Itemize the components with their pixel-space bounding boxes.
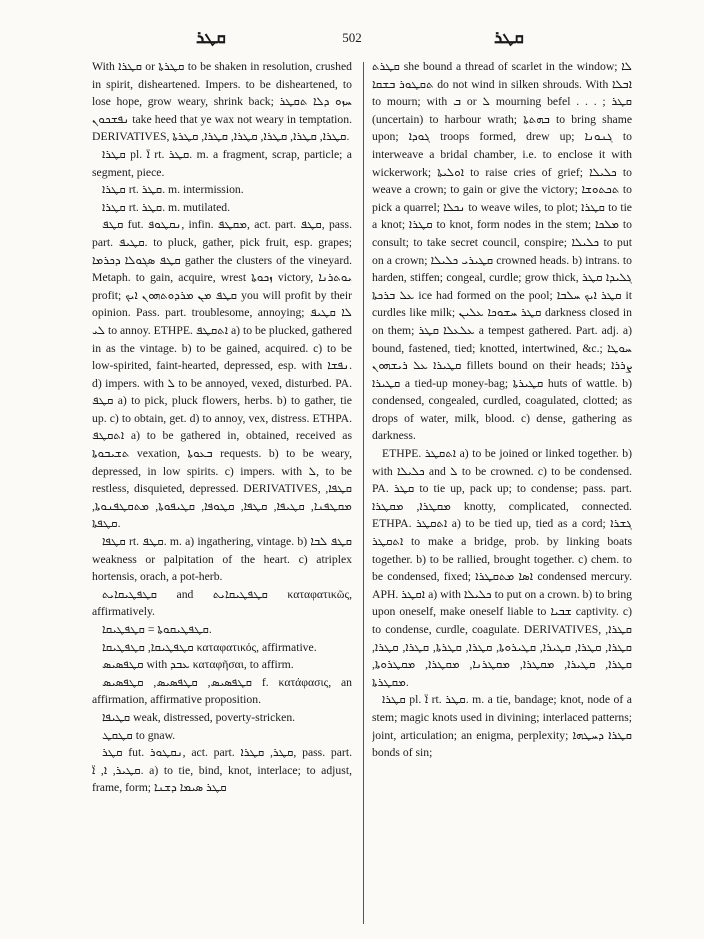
entry-to-affirm: ܩܛܦܣܝܣ with ܥܒܕ καταφῆσαι, to affirm. — [102, 658, 294, 672]
entry-affirmatively: ܩܛܦܛܝܩܐܝܬ and ܩܛܦܛܝܩܐܝܬ καταφατικῶς, affirmatively. — [92, 587, 352, 619]
running-head-right-word: ܩܛܪ — [494, 28, 524, 48]
page-number: 502 — [342, 30, 362, 45]
entry-intermission: ܩܛܪܐ rt. ܩܛܪ. m. intermission. — [102, 183, 244, 197]
entry-weak: ܩܛܝܦܐ weak, distressed, poverty-stricken. — [102, 710, 296, 724]
entry-qtr-continued: ܩܛܪܬ she bound a thread of scarlet in the window; ܠܐ ܬܩܛܘܪ ܒܫܩܐ do not wind in silken shrouds. With ܐܒܠܐ to mourn; with ܒ or ܠ mourning befel . . . ; ܩܛܪ (uncertain) to harbour wrath; ܒܗܬܬܐ to bring shame upon; ܓܘܕܐ troops formed, drew up; ܓܢܘܢܐ to interweave a bridal chamber, i.e. to enclose it with wickerwork; ܐܘܠܝܬܐ to raise cries of grief; ܟܠܝܠܐ to weave a crown; to gain or give the victory; ܬܟܬܘܫܐ to pick a quarrel; ܢܟܠܐ to weave wiles, to plot; ܩܛܪܐ to tie a knot; ܩܛܪܐ to knot, form nodes in the stem; ܡܠܟܐ to consult; to take secret council, conspire; ܟܠܝܠܐ to put on a crown; ܩܛܝܪܝ ܟܠܝܠܐ crowned heads. b) intrans. to harden, stiffen; congeal, curdle; grow thick, ܓܠܝܕܐ ܩܛܪ ܥܠ ܒܪܟܬܐ ice had formed on the pool; ܩܛܪ ܐܝܟ ܚܠܒܐ it curdles like milk; ܩܛܪ ܚܫܘܟܐ ܥܠܝܢ darkness closed in on them; ܥܠܥܠܐ ܩܛܪ a tempest gathered. Part. adj. a) bound, fastened, tied; knotted, intertwined, &c.; ܚܘܛܐ ܩܛܝܪܐ ܥܠ ܪܝܫܗܘܢ fillets bound on their heads; ܨܪܪܐ ܩܛܝܪܐ a tied-up money-bag; ܩܛܝܪܬܐ huts of wattle. b) condensed, congealed, curdled, coagulated, clotted; as drops of water, milk, blood. c) dense, gathering as darkness. — [372, 60, 632, 443]
entry-affirmation: ܩܛܦܣܝܣ, ܩܛܦܣܝܣ, ܩܛܦܣܝܣ f. κατάφασις, an affirmation, affirmative proposition. — [92, 675, 352, 707]
running-head — [0, 28, 704, 52]
entry-ingathering: ܩܛܦܐ rt. ܩܛܦ. m. a) ingathering, vintage. b) ܩܛܦ ܠܒܐ weakness or palpitation of the heart. c) atriplex hortensis, orach, a pot-herb. — [92, 535, 352, 584]
running-head-left-word: ܩܛܪ — [196, 28, 226, 48]
entry-tie-bandage: ܩܛܪܐ pl. ܐ̈ rt. ܩܛܪ. m. a tie, bandage; knot, node of a stem; magic knots used in divining; interlaced patterns; joint, articulation; an enigma, perplexity; ܩܛܪܐ ܕܚܛܗܐ bonds of sin; — [372, 693, 632, 760]
right-column — [372, 58, 632, 930]
entry-ethpe-qtr: ETHPE. ܐܬܩܛܪ a) to be joined or linked together. b) with ܟܠܝܠܐ and ܠ to be crowned. c) to be condensed. PA. ܩܛܪ to tie up, pack up; to condense; pass. part. ܡܩܛܪܐ, ܡܩܛܪܐ knotty, complicated, connected. ETHPA. ܐܬܩܛܪ a) to be tied up, tied as a cord; ܓܫܪܐ ܐܬܩܛܪ to make a bridge, prob. by linking boats together. b) to be rallied, brought together. c) chem. to be condensed, fixed; ܐܣܐ ܡܬܩܛܪܐ condensed mercury. APH. ܐܩܛܪ a) with ܟܠܝܠܐ to put on a crown. b) to bring upon oneself, make oneself liable to ܫܒܝܐ captivity. c) to condense, curdle, coagulate. DERIVATIVES, ܩܛܪܐ, ܩܛܪܐ, ܩܛܪܐ, ܩܛܝܪܐ, ܩܛܝܪܘܬܐ, ܩܛܪܐ, ܩܛܪܬܐ, ܩܛܪܐ, ܩܛܪܐ, ܩܛܪܐ, ܩܛܝܪܐ, ܡܩܛܪܐ, ܡܩܛܪܢܐ, ܡܩܛܪܐ, ܡܩܛܪܘܬܐ, ܡܩܛܪܬܐ. — [372, 447, 632, 689]
column-divider — [363, 62, 364, 924]
entry-affirmative: ܩܛܦܛܝܩܐ, ܩܛܦܛܝܩܐ καταφατικός, affirmative. — [102, 640, 317, 654]
entry-qtp-verb: ܩܛܦ fut. ܢܩܛܘܦ, infin. ܡܩܛܦ, act. part. ܩܛܦ, pass. part. ܩܛܝܦ. to pluck, gather, pick fruit, esp. grapes; ܩܛܦ ܣܓܘܠܐ ܕܟܪܡܐ gather the clusters of the vineyard. Metaph. to gain, acquire, wrest ܙܟܘܬܐ victory, ܝܘܬܪܢܐ profit; ܩܛܦ ܡܢ ܡܪܕܘܬܗܘܢ ܐܝܟ you will profit by their opinion. Pass. part. troublesome, annoying; ܠܐ ܩܛܝܦ ܠܝ to annoy. ETHPE. ܐܬܩܛܦ a) to be plucked, gathered in as the vintage. b) to be gained, acquired. c) to be low-spirited, faint-hearted, depressed, esp. with ܢܦܫܐ. d) impers. with ܠ to be annoyed, vexed, disturbed. PA. ܩܛܦ a) to pick, pluck flowers, herbs. b) to gather, tie up. c) to obtain, get. d) to annoy, vex, distress. ETHPA. ܐܬܩܛܦ a) to be gathered in, obtained, received as ܬܫܝܒܘܬܐ vexation, ܒܥܘܬܐ requests. b) to be weary, depressed, in low spirits. c) impers. with ܠ, to be restless, disquieted, depressed. DERIVATIVES, ܩܛܦܐ, ܡܩܛܦܢܐ, ܩܛܝܦܐ, ܩܛܦܐ, ܩܛܘܦܐ, ܩܛܝܦܘܬܐ, ܡܬܩܛܦܢܘܬܐ, ܩܛܦܬܐ. — [92, 218, 352, 531]
entry-mutilated: ܩܛܪܐ rt. ܩܛܪ. m. mutilated. — [102, 200, 231, 214]
left-column — [92, 58, 352, 930]
entry-with-qtr: With ܩܛܪܐ or ܩܛܪܬܐ to be shaken in resolution, crushed in spirit, disheartened. Impers. to be disheartened, to lose hope, grow weary, shrink back; ܚܙܘ ܕܠܐ ܬܩܛܪ ܢܦܫܟܘܢ take heed that ye wax not weary in temptation. DERIVATIVES, ܩܛܪܐ, ܩܛܪܐ, ܩܛܪܐ, ܩܛܪܐ, ܩܛܪܐ, ܩܛܪܬܐ. — [92, 60, 352, 144]
entry-qtr-verb: ܩܛܪ fut. ܢܩܛܘܪ, act. part. ܩܛܪ, ܩܛܪܐ, pass. part. ܩܛܝܪ, ܐ, ܐ̈. a) to tie, bind, knot, interlace; to adjust, frame, form; ܩܛܪ ܣܝܡܐ ܕܫܢܐ — [92, 746, 352, 795]
entry-to-gnaw: ܩܛܩܛ to gnaw. — [102, 728, 176, 742]
entry-fragment: ܩܛܪܐ pl. ܐ̈ rt. ܩܛܪ. m. a fragment, scrap, particle; a segment, piece. — [92, 147, 352, 179]
entry-affirmative-equals: ܩܛܦܛܝܩܘܬܐ = ܩܛܦܛܝܩܐ. — [102, 623, 212, 636]
